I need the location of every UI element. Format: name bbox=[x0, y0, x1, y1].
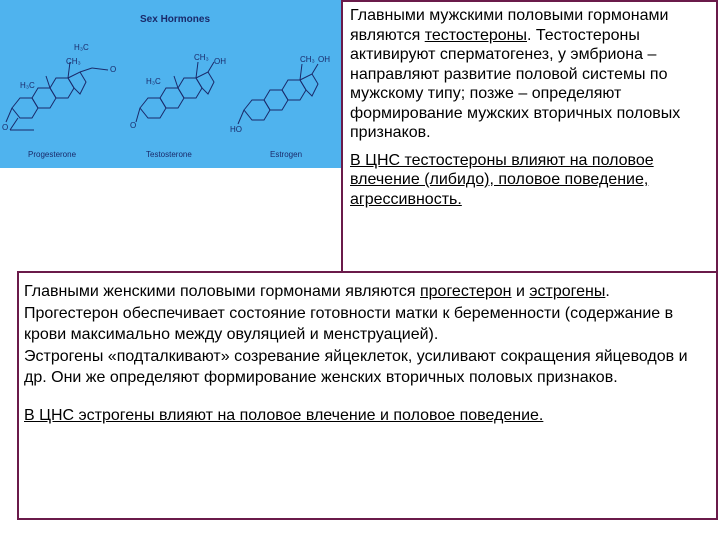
female-paragraph-1 bbox=[24, 281, 710, 303]
steroid-structures-diagram bbox=[0, 0, 342, 168]
testosterone-methyl-left-label: H₃C bbox=[146, 77, 161, 86]
testosterone-label: Testosterone bbox=[146, 150, 192, 159]
progesterone-methyl-left-label: H₃C bbox=[20, 81, 35, 90]
male-paragraph-1 bbox=[350, 6, 710, 143]
female-paragraph-2: Прогестерон обеспечивает состояние готовности матки к беременности (содержание в крови максимально между овуляцией и менструацией). bbox=[24, 304, 674, 343]
female-paragraph-3: Эстрогены «подталкивают» созревание яйцеклеток, усиливают сокращения яйцеводов и др. Они же определяют формирование женских вторичных половых признаков. bbox=[24, 347, 688, 386]
progesterone-methyl-top-label: H₃C bbox=[74, 43, 89, 52]
progesterone-methyl-side-label: CH₃ bbox=[66, 57, 81, 66]
female-hormones-textbox bbox=[17, 271, 718, 520]
testosterone-structure bbox=[136, 62, 214, 122]
progesterone-keto-label: O bbox=[110, 65, 117, 74]
estrogen-methyl-top-label: CH₃ bbox=[300, 55, 315, 64]
progesterone-term: прогестерон bbox=[419, 283, 512, 300]
estrogen-oh-label: OH bbox=[318, 55, 330, 64]
progesterone-structure bbox=[6, 62, 108, 130]
male-p1-text-b: . Тестостероны активируют сперматогенез, у эмбриона – направляют развитие половой системы по мужскому типу; позже – определяют формирование мужских вторичных половых признаков. bbox=[350, 26, 681, 141]
testosterone-term: тестостероны bbox=[424, 26, 527, 44]
female-paragraph-4: В ЦНС эстрогены влияют на половое влечение и половое поведение. bbox=[24, 406, 544, 424]
estrogen-label: Estrogen bbox=[270, 150, 303, 159]
testosterone-oxo-label: O bbox=[130, 121, 137, 130]
female-p1-text-mid: и bbox=[511, 283, 530, 300]
estrogen-structure bbox=[238, 64, 318, 124]
male-hormones-textbox bbox=[341, 0, 718, 273]
testosterone-oh-label: OH bbox=[214, 57, 226, 66]
testosterone-methyl-top-label: CH₃ bbox=[194, 53, 209, 62]
figure-title: Sex Hormones bbox=[140, 14, 211, 25]
female-p1-text-b: . bbox=[605, 283, 610, 300]
male-p1-text-a: Главными мужскими половыми гормонами являются bbox=[350, 7, 669, 44]
progesterone-oxo-label: O bbox=[2, 123, 9, 132]
male-paragraph-2: В ЦНС тестостероны влияют на половое влечение (либидо), половое поведение, агрессивность. bbox=[350, 151, 654, 208]
estrogen-ho-label: HO bbox=[230, 125, 242, 134]
sex-hormones-figure bbox=[0, 0, 342, 168]
female-p1-text-a: Главными женскими половыми гормонами являются bbox=[24, 283, 420, 300]
estrogens-term: эстрогены bbox=[529, 283, 606, 300]
progesterone-label: Progesterone bbox=[28, 150, 77, 159]
